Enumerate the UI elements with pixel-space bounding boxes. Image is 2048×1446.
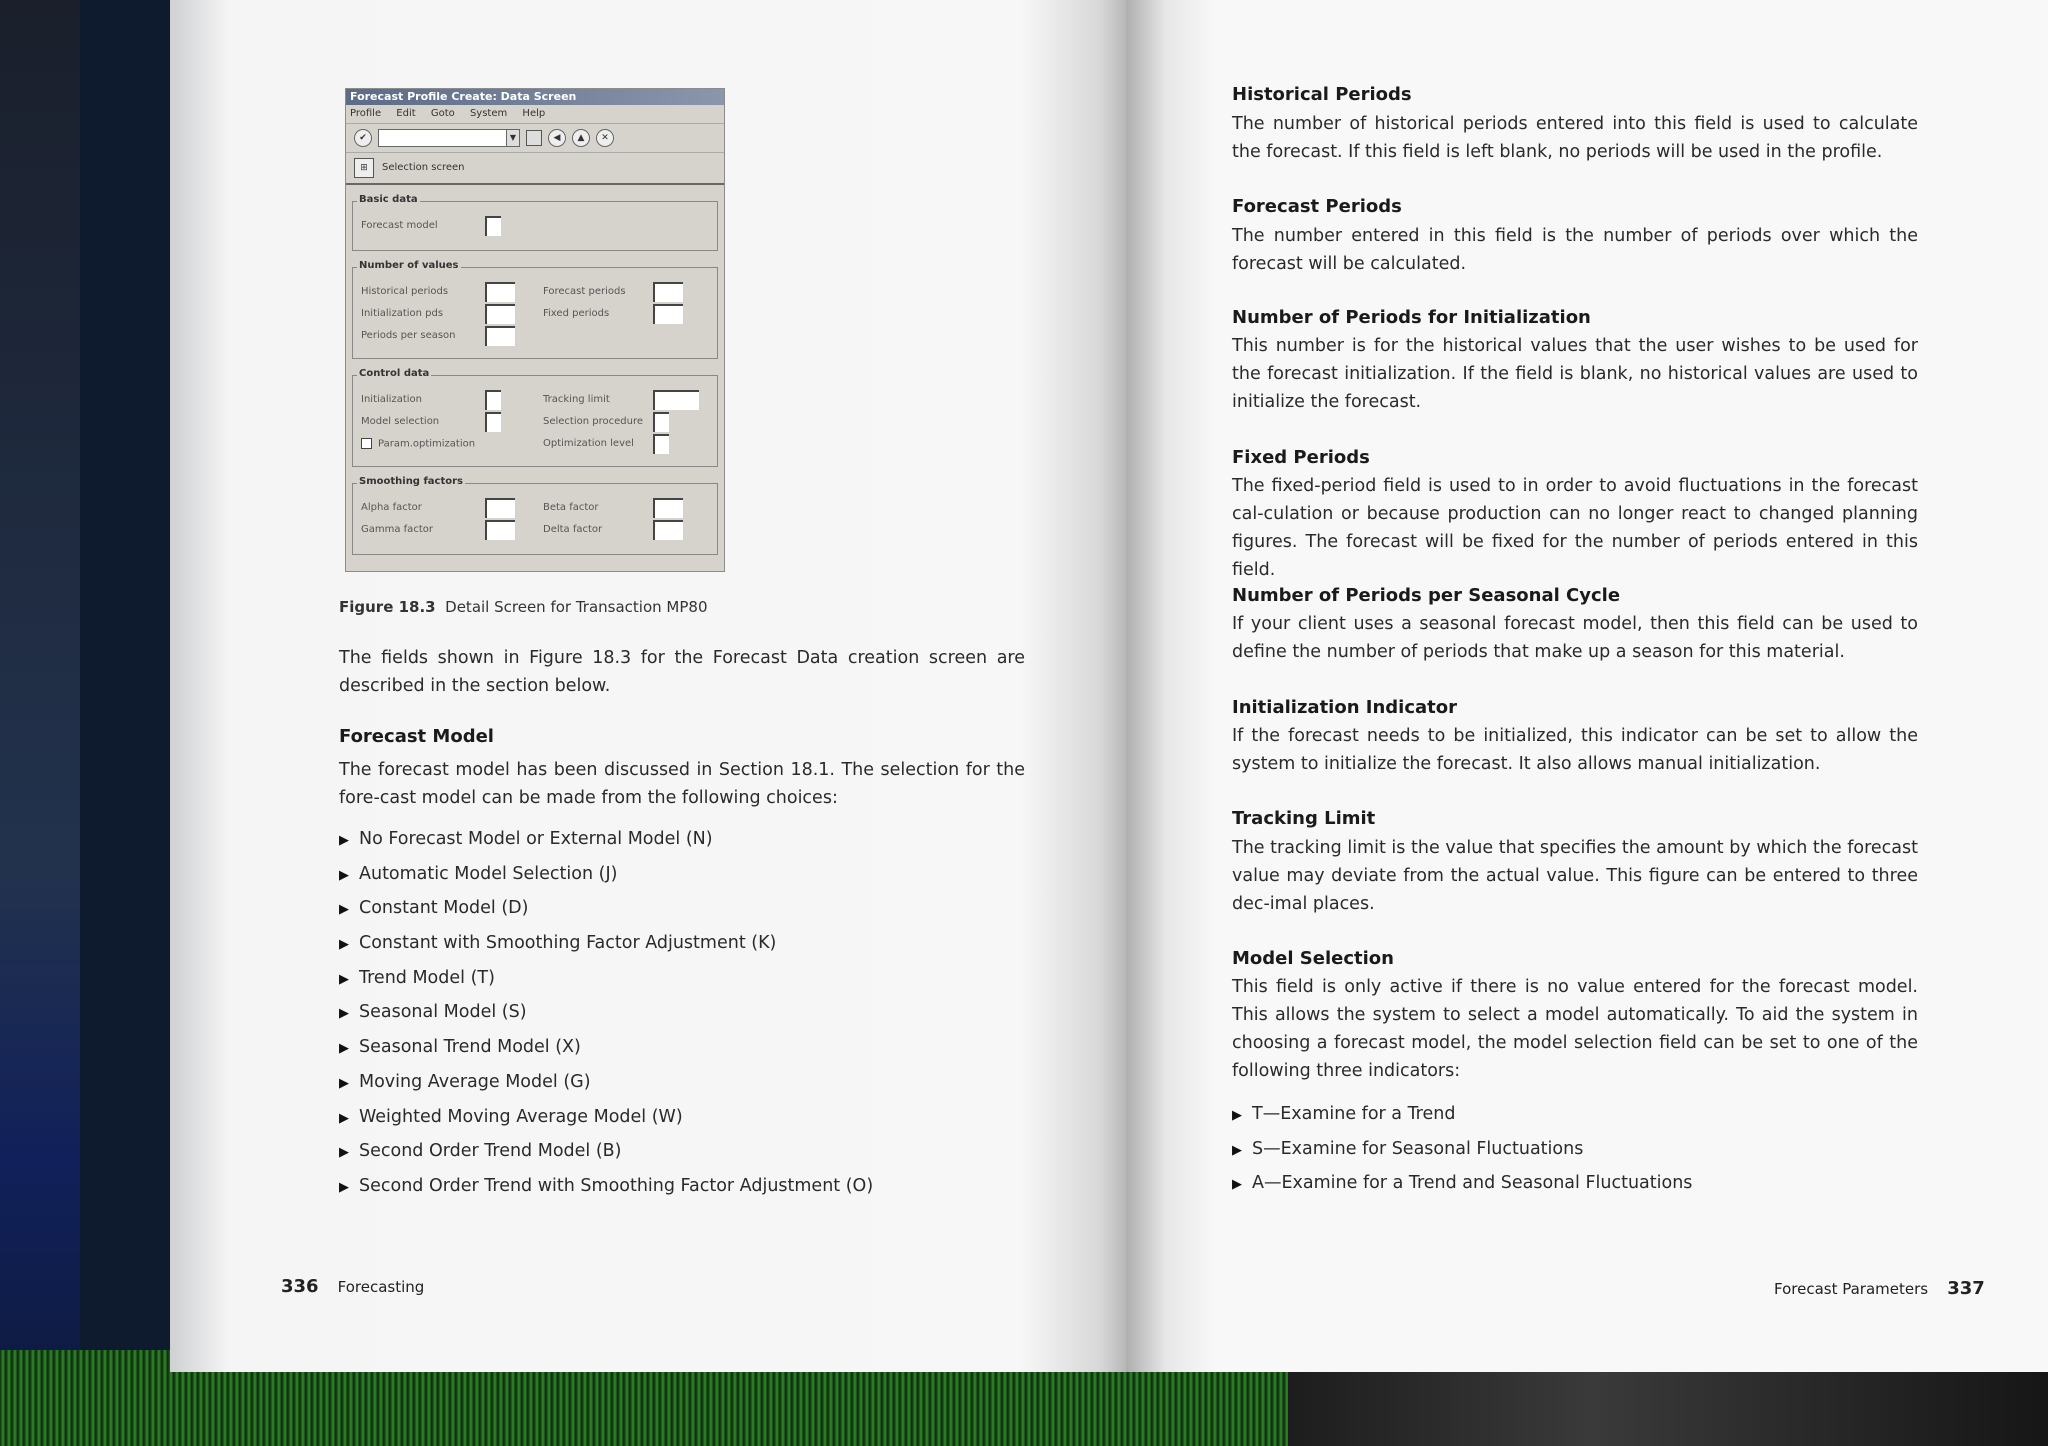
paragraph-tracking-limit: The tracking limit is the value that specifies the amount by which the forecast value may deviate from the actual value. This figure can be entered to three dec-imal places. (1232, 838, 1918, 914)
heading-forecast-model: Forecast Model (339, 726, 494, 747)
forecast-model-paragraph: The forecast model has been discussed in Section 18.1. The selection for the fore-cast model can be made from the following choices: (339, 760, 1025, 808)
menu-system[interactable]: System (469, 108, 508, 119)
bullet-triangle-icon: ▶ (339, 902, 349, 918)
list-item-text: T—Examine for a Trend (1252, 1104, 1456, 1124)
input-beta-factor[interactable] (653, 498, 683, 518)
list-item (339, 1134, 1025, 1169)
bullet-triangle-icon: ▶ (339, 1145, 349, 1161)
paragraph-model-selection: This field is only active if there is no value entered for the forecast model. This allows the system to select a model automatically. To aid the system in choosing a forecast model, the model selection field can be set to one of the following three indicators: (1232, 977, 1918, 1081)
sap-menu-bar (346, 105, 724, 124)
list-item (1232, 1166, 1918, 1201)
list-item (1232, 1097, 1918, 1132)
list-item (1232, 1132, 1918, 1167)
intro-paragraph: The fields shown in Figure 18.3 for the Forecast Data creation screen are described in the section below. (339, 648, 1025, 696)
label-forecast-model: Forecast model (361, 220, 438, 231)
label-initialization-pds: Initialization pds (361, 308, 444, 319)
paragraph-historical-periods: The number of historical periods entered into this field is used to calculate the forecast. If this field is left blank, no periods will be used in the profile. (1232, 114, 1918, 162)
selection-screen-label: Selection screen (382, 162, 465, 173)
label-optimization-level: Optimization level (543, 438, 634, 449)
input-gamma-factor[interactable] (485, 520, 515, 540)
input-model-selection[interactable] (485, 412, 501, 432)
label-beta-factor: Beta factor (543, 502, 599, 513)
label-initialization: Initialization (361, 394, 422, 405)
label-fixed-periods: Fixed periods (543, 308, 610, 319)
list-item-text: A—Examine for a Trend and Seasonal Fluctuations (1252, 1173, 1693, 1194)
param-optimization-checkbox[interactable] (361, 438, 372, 449)
right-running-head: Forecast Parameters (1774, 1280, 1929, 1298)
label-delta-factor: Delta factor (543, 524, 603, 535)
group-number-of-values (352, 260, 718, 359)
cancel-icon[interactable]: ✕ (596, 129, 614, 147)
list-item-text: Weighted Moving Average Model (W) (359, 1106, 683, 1127)
selection-screen-icon: ⊞ (354, 158, 374, 178)
forecast-model-list (339, 822, 1025, 1204)
list-item-text: Constant Model (D) (359, 898, 529, 919)
input-alpha-factor[interactable] (485, 498, 515, 518)
bullet-triangle-icon: ▶ (339, 1041, 349, 1057)
bullet-triangle-icon: ▶ (339, 867, 349, 883)
list-item-text: No Forecast Model or External Model (N) (359, 829, 713, 849)
exit-icon[interactable]: ▲ (572, 129, 590, 147)
label-model-selection: Model selection (361, 416, 440, 427)
list-item (339, 961, 1025, 996)
menu-edit[interactable]: Edit (396, 108, 416, 119)
bullet-triangle-icon: ▶ (339, 1110, 349, 1126)
label-tracking-limit: Tracking limit (543, 394, 610, 405)
bullet-triangle-icon: ▶ (1232, 1108, 1242, 1123)
back-icon[interactable]: ◀ (548, 129, 566, 147)
label-historical-periods: Historical periods (361, 286, 449, 297)
heading-forecast-periods: Forecast Periods (1232, 196, 1402, 217)
menu-profile[interactable]: Profile (350, 108, 382, 119)
dropdown-icon[interactable]: ▼ (506, 130, 519, 146)
input-initialization[interactable] (485, 390, 501, 410)
input-periods-per-season[interactable] (485, 326, 515, 346)
right-folio (1774, 1278, 1985, 1299)
background-left (0, 0, 80, 1446)
heading-seasonal-cycle: Number of Periods per Seasonal Cycle (1232, 585, 1621, 606)
model-selection-indicator-list (1232, 1097, 1918, 1201)
input-initialization-pds[interactable] (485, 304, 515, 324)
bullet-triangle-icon: ▶ (339, 971, 349, 987)
list-item (339, 1169, 1025, 1204)
right-page-number: 337 (1947, 1278, 1985, 1299)
bullet-triangle-icon: ▶ (1232, 1142, 1242, 1158)
list-item (339, 995, 1025, 1030)
input-historical-periods[interactable] (485, 282, 515, 302)
sap-toolbar (346, 124, 724, 153)
paragraph-periods-initialization: This number is for the historical values that the user wishes to be used for the forecast initialization. If the field is blank, no historical values are used to initialize the forecast. (1232, 336, 1918, 412)
left-page-number: 336 (281, 1276, 319, 1297)
heading-periods-initialization: Number of Periods for Initialization (1232, 307, 1591, 328)
list-item-text: Second Order Trend Model (B) (359, 1141, 622, 1162)
input-fixed-periods[interactable] (653, 304, 683, 324)
list-item (339, 1100, 1025, 1135)
menu-help[interactable]: Help (522, 108, 546, 119)
sap-window-title: Forecast Profile Create: Data Screen (346, 89, 724, 105)
input-tracking-limit[interactable] (653, 390, 699, 410)
heading-initialization-indicator: Initialization Indicator (1232, 697, 1458, 718)
label-selection-procedure: Selection procedure (543, 416, 643, 427)
bullet-triangle-icon: ▶ (339, 1006, 349, 1022)
menu-goto[interactable]: Goto (430, 108, 455, 119)
input-selection-procedure[interactable] (653, 412, 669, 432)
paragraph-seasonal-cycle: If your client uses a seasonal forecast model, then this field can be used to define the number of periods that make up a season for this material. (1232, 614, 1918, 662)
list-item-text: Trend Model (T) (359, 967, 495, 988)
list-item (339, 926, 1025, 961)
save-icon[interactable] (526, 130, 542, 146)
list-item-text: S—Examine for Seasonal Fluctuations (1252, 1138, 1584, 1159)
label-alpha-factor: Alpha factor (361, 502, 422, 513)
heading-model-selection: Model Selection (1232, 948, 1394, 969)
list-item (339, 857, 1025, 892)
label-periods-per-season: Periods per season (361, 330, 456, 341)
sap-screenshot-figure (345, 88, 725, 572)
caption-text: Detail Screen for Transaction MP80 (445, 598, 708, 616)
list-item (339, 891, 1025, 926)
selection-screen-button[interactable] (346, 153, 724, 185)
input-optimization-level[interactable] (653, 434, 669, 454)
caption-label: Figure 18.3 (339, 598, 436, 616)
command-field[interactable] (378, 129, 520, 147)
group-smoothing-factors (352, 476, 718, 555)
input-delta-factor[interactable] (653, 520, 683, 540)
list-item-text: Automatic Model Selection (J) (359, 863, 618, 884)
list-item-text: Seasonal Model (S) (359, 1002, 527, 1023)
figure-caption (339, 598, 708, 616)
bullet-triangle-icon: ▶ (339, 1179, 349, 1195)
heading-fixed-periods: Fixed Periods (1232, 447, 1370, 468)
group-control-label: Control data (359, 368, 430, 379)
label-gamma-factor: Gamma factor (361, 524, 433, 535)
background-bottom-right (1288, 1360, 2048, 1446)
enter-icon[interactable]: ✔ (354, 129, 372, 147)
bullet-triangle-icon: ▶ (339, 833, 349, 848)
group-smoothing-label: Smoothing factors (359, 476, 464, 487)
heading-tracking-limit: Tracking Limit (1232, 808, 1376, 829)
left-running-head: Forecasting (337, 1278, 425, 1296)
list-item (339, 822, 1025, 857)
input-forecast-periods[interactable] (653, 282, 683, 302)
group-values-label: Number of values (359, 260, 459, 271)
list-item-text: Second Order Trend with Smoothing Factor Adjustment (O) (359, 1175, 874, 1196)
paragraph-fixed-periods: The fixed-period field is used to in order to avoid fluctuations in the forecast cal-culation or because production can no longer react to changed planning figures. The forecast will be fixed for the number of periods entered in this field. (1232, 476, 1918, 580)
group-control-data (352, 368, 718, 467)
bullet-triangle-icon: ▶ (339, 937, 349, 953)
list-item (339, 1065, 1025, 1100)
group-basic-data (352, 194, 718, 251)
param-optimization-row[interactable] (361, 438, 475, 450)
bullet-triangle-icon: ▶ (339, 1075, 349, 1091)
paragraph-initialization-indicator: If the forecast needs to be initialized, this indicator can be set to allow the system to initialize the forecast. It also allows manual initialization. (1232, 726, 1918, 774)
list-item-text: Constant with Smoothing Factor Adjustment (K) (359, 933, 777, 954)
paragraph-forecast-periods: The number entered in this field is the number of periods over which the forecast will be calculated. (1232, 226, 1918, 274)
input-forecast-model[interactable] (485, 216, 501, 236)
list-item-text: Seasonal Trend Model (X) (359, 1037, 581, 1058)
label-param-optimization: Param.optimization (378, 438, 476, 450)
bullet-triangle-icon: ▶ (1232, 1177, 1242, 1193)
left-folio (281, 1276, 424, 1297)
group-basic-label: Basic data (359, 194, 418, 205)
label-forecast-periods: Forecast periods (543, 286, 626, 297)
list-item-text: Moving Average Model (G) (359, 1071, 591, 1092)
heading-historical-periods: Historical Periods (1232, 84, 1412, 105)
list-item (339, 1030, 1025, 1065)
